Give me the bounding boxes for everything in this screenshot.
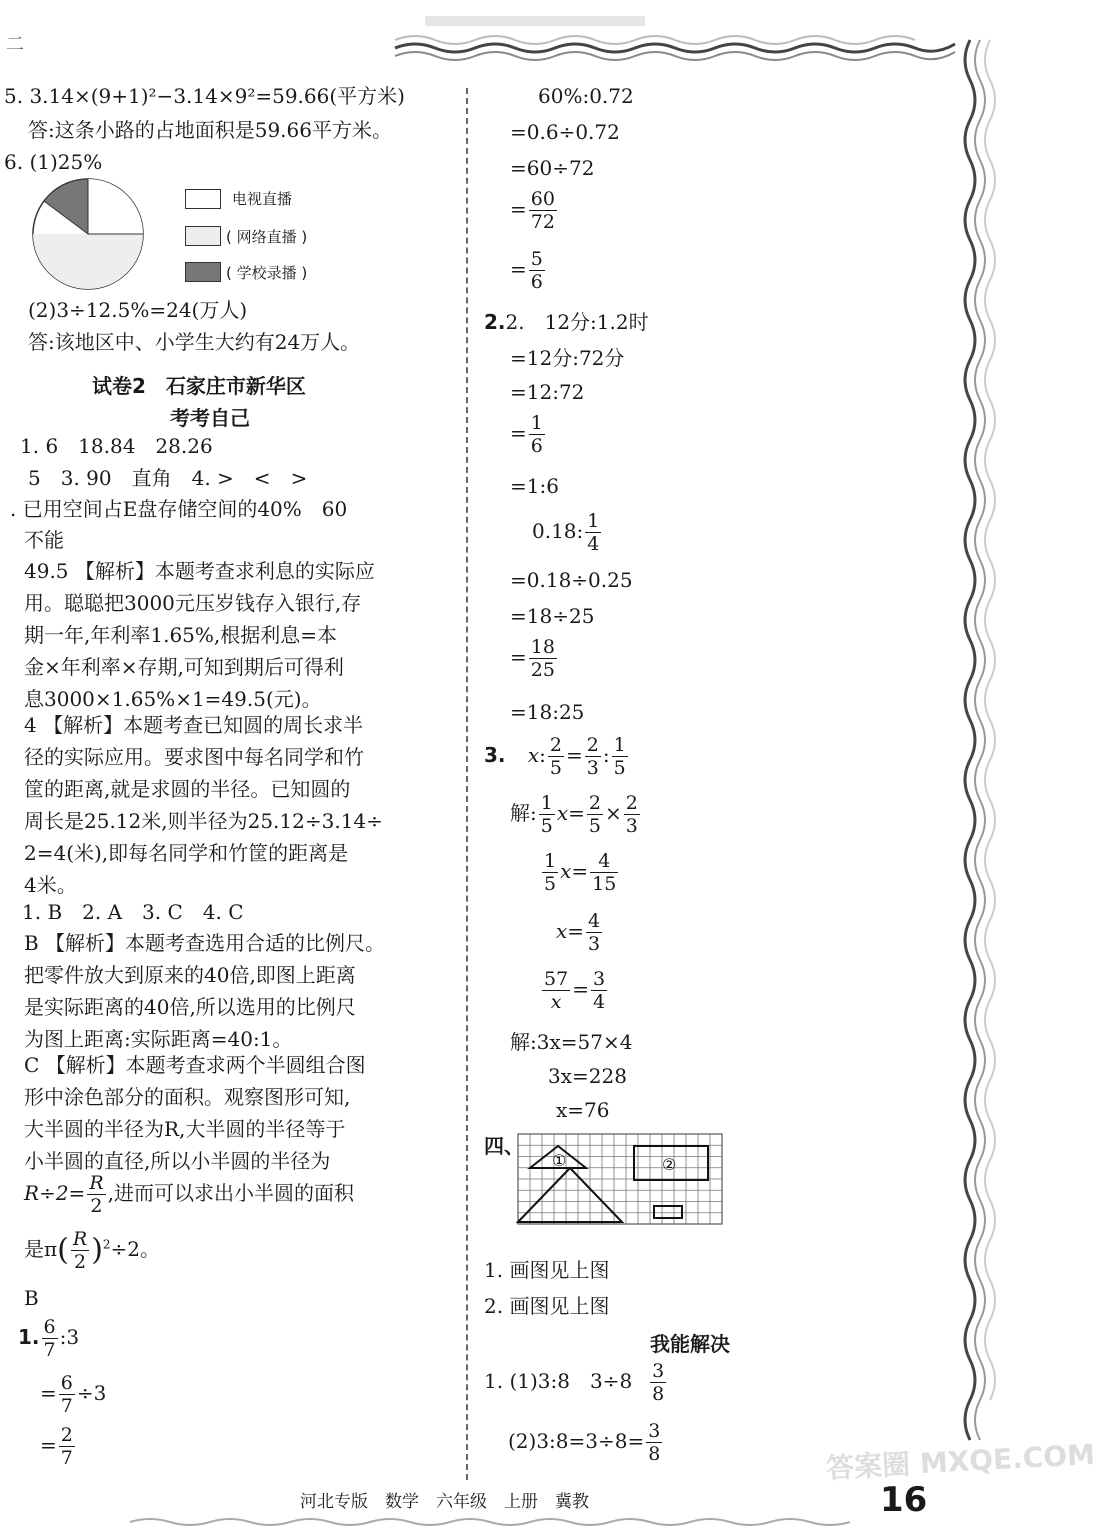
radius-expression: R÷2= — [24, 1181, 86, 1205]
part-four-label: 四、 — [484, 1134, 524, 1158]
answer-line-disk: . 已用空间占E盘存储空间的40% 60 — [10, 497, 348, 521]
analysis-semicircle-3: 大半圆的半径为R,大半圆的半径等于 — [24, 1117, 346, 1141]
ratio-q2-step1: =12分:72分 — [510, 346, 625, 370]
solve-answer-1: 1. (1)3:8 3÷8 $\frac{3}{8}$ — [484, 1360, 665, 1405]
proportion-q3-step2: $\frac{1}{5}$ x= $\frac{4}{15}$ — [544, 850, 617, 895]
analysis-scale-3: 是实际距离的40倍,所以选用的比例尺 — [24, 995, 356, 1019]
fraction-r-over-2: $\frac{R}{2}$ — [89, 1172, 104, 1217]
ratio-q2-step2: =12:72 — [510, 380, 585, 404]
ratio-018-step2: =18÷25 — [510, 604, 595, 628]
choice-answers: 1. B 2. A 3. C 4. C — [22, 900, 244, 924]
answer-b: B — [24, 1286, 39, 1310]
page-number: 16 — [880, 1480, 928, 1520]
analysis-scale-1: B 【解析】本题考查选用合适的比例尺。 — [24, 931, 386, 955]
right-wavy-border — [945, 40, 1005, 1510]
answer-line-6: 6. (1)25% — [4, 150, 103, 174]
section-subtitle: 考考自己 — [170, 406, 250, 430]
ratio-60pct: 60%:0.72 — [538, 84, 634, 108]
answer-line-5-conclusion: 答:这条小路的占地面积是59.66平方米。 — [28, 118, 392, 142]
analysis-interest-1: 49.5 【解析】本题考查求利息的实际应 — [24, 559, 375, 583]
draw-answer-2: 2. 画图见上图 — [484, 1294, 610, 1318]
analysis-circle-3: 筐的距离,就是求圆的半径。已知圆的 — [24, 777, 351, 801]
proportion-q3b: $\frac{57}{x}$ = $\frac{3}{4}$ — [544, 968, 606, 1013]
analysis-interest-5: 息3000×1.65%×1=49.5(元)。 — [24, 687, 322, 711]
answer-line-5: 5. 3.14×(9+1)²−3.14×9²=59.66(平方米) — [4, 84, 405, 108]
analysis-semicircle-5-tail: ,进而可以求出小半圆的面积 — [107, 1181, 354, 1205]
answer-line-2: 5 3. 90 直角 4. > < > — [28, 466, 308, 490]
analysis-scale-2: 把零件放大到原来的40倍,即图上距离 — [24, 963, 356, 987]
header-corner-mark: 二 — [6, 34, 24, 55]
proportion-q3b-step3: x=76 — [556, 1098, 610, 1122]
column-divider — [466, 88, 468, 1480]
ratio-q2-step4: =1:6 — [510, 474, 559, 498]
analysis-semicircle-6: 是π( $\frac{R}{2}$ )$^2$÷2。 — [24, 1228, 161, 1273]
legend-label-online: ( 网络直播 ) — [226, 228, 308, 246]
pie-chart — [30, 176, 146, 292]
legend-label-tv: 电视直播 — [232, 190, 293, 208]
analysis-semicircle-4: 小半圆的直径,所以小半圆的半径为 — [24, 1149, 331, 1173]
proportion-q3b-step2: 3x=228 — [548, 1064, 627, 1088]
ratio-018: 0.18: $\frac{1}{4}$ — [532, 510, 600, 555]
solve-answer-2: (2)3:8=3÷8= $\frac{3}{8}$ — [508, 1420, 661, 1465]
area-expression-tail: ÷2。 — [110, 1237, 161, 1261]
ratio-q2-step3: = $\frac{1}{6}$ — [510, 412, 543, 457]
analysis-circle-6: 4米。 — [24, 873, 77, 897]
answer-line-6-conclusion: 答:该地区中、小学生大约有24万人。 — [28, 330, 361, 354]
legend-label-recorded: ( 学校录播 ) — [226, 264, 308, 282]
ratio-60pct-step4: = $\frac{5}{6}$ — [510, 248, 543, 293]
footer-wavy-line — [130, 1512, 870, 1532]
ratio-60pct-step2: =60÷72 — [510, 156, 595, 180]
analysis-circle-5: 2=4(米),即每名同学和竹筐的距离是 — [24, 841, 349, 865]
section-solve-title: 我能解决 — [650, 1332, 730, 1356]
draw-answer-1: 1. 画图见上图 — [484, 1258, 610, 1282]
top-wavy-border — [395, 10, 1005, 70]
grid-label-1: ① — [552, 1151, 567, 1170]
analysis-semicircle-5 — [24, 1172, 354, 1217]
legend-swatch-recorded — [185, 262, 221, 282]
answer-line-6-2: (2)3÷12.5%=24(万人) — [28, 298, 248, 322]
analysis-circle-1: 4 【解析】本题考查已知圆的周长求半 — [24, 713, 364, 737]
ratio-018-step3: = $\frac{18}{25}$ — [510, 636, 555, 681]
fraction-r-over-2-b: $\frac{R}{2}$ — [72, 1228, 88, 1273]
analysis-semicircle-1: C 【解析】本题考查求两个半圆组合图 — [24, 1053, 366, 1077]
legend-swatch-online — [185, 226, 221, 246]
analysis-semicircle-2: 形中涂色部分的面积。观察图形可知, — [24, 1085, 351, 1109]
proportion-q3-step1: 解: $\frac{1}{5}$ x= $\frac{2}{5}$ × $\frac{2}{3}$ — [510, 792, 638, 837]
proportion-q3b-step1: 解:3x=57×4 — [510, 1030, 633, 1054]
legend-swatch-tv — [185, 189, 221, 209]
ratio-018-step4: =18:25 — [510, 700, 585, 724]
ratio-q1-line1: 1. $\frac{6}{7}$ :3 — [18, 1316, 80, 1361]
analysis-interest-2: 用。聪聪把3000元压岁钱存入银行,存 — [24, 591, 362, 615]
ratio-q2: 2.2. 12分:1.2时 — [484, 310, 649, 334]
ratio-018-step1: =0.18÷0.25 — [510, 568, 633, 592]
analysis-circle-4: 周长是25.12米,则半径为25.12÷3.14÷ — [24, 809, 383, 833]
section-title: 试卷2 石家庄市新华区 — [92, 374, 306, 398]
ratio-q1-line3: = $\frac{2}{7}$ — [40, 1424, 73, 1469]
ratio-60pct-step1: =0.6÷0.72 — [510, 120, 620, 144]
answer-line-cannot: 不能 — [24, 528, 64, 552]
proportion-q3-step3: x= $\frac{4}{3}$ — [556, 910, 601, 955]
proportion-q3: 3. x: $\frac{2}{5}$ = $\frac{2}{3}$ : $\frac{1}{5}$ — [484, 734, 626, 779]
grid-label-2: ② — [662, 1155, 677, 1174]
drawing-grid — [518, 1134, 722, 1224]
pie-slice-网络直播 — [88, 179, 143, 234]
ratio-60pct-step3: = $\frac{60}{72}$ — [510, 188, 555, 233]
area-expression-prefix: 是π — [24, 1237, 58, 1261]
answer-line-1: 1. 6 18.84 28.26 — [20, 434, 213, 458]
small-rectangle — [654, 1206, 682, 1218]
large-triangle — [518, 1168, 622, 1222]
pie-slice-网络直播-fill — [33, 234, 143, 289]
analysis-interest-3: 期一年,年利率1.65%,根据利息=本 — [24, 623, 338, 647]
footer-text: 河北专版 数学 六年级 上册 冀教 — [300, 1492, 589, 1512]
watermark: 答案圈 MXQE.COM — [825, 1437, 1096, 1486]
analysis-circle-2: 径的实际应用。要求图中每名同学和竹 — [24, 745, 364, 769]
ratio-q1-line2: = $\frac{6}{7}$ ÷3 — [40, 1372, 107, 1417]
analysis-scale-4: 为图上距离:实际距离=40:1。 — [24, 1027, 293, 1051]
analysis-interest-4: 金×年利率×存期,可知到期后可得利 — [24, 655, 344, 679]
